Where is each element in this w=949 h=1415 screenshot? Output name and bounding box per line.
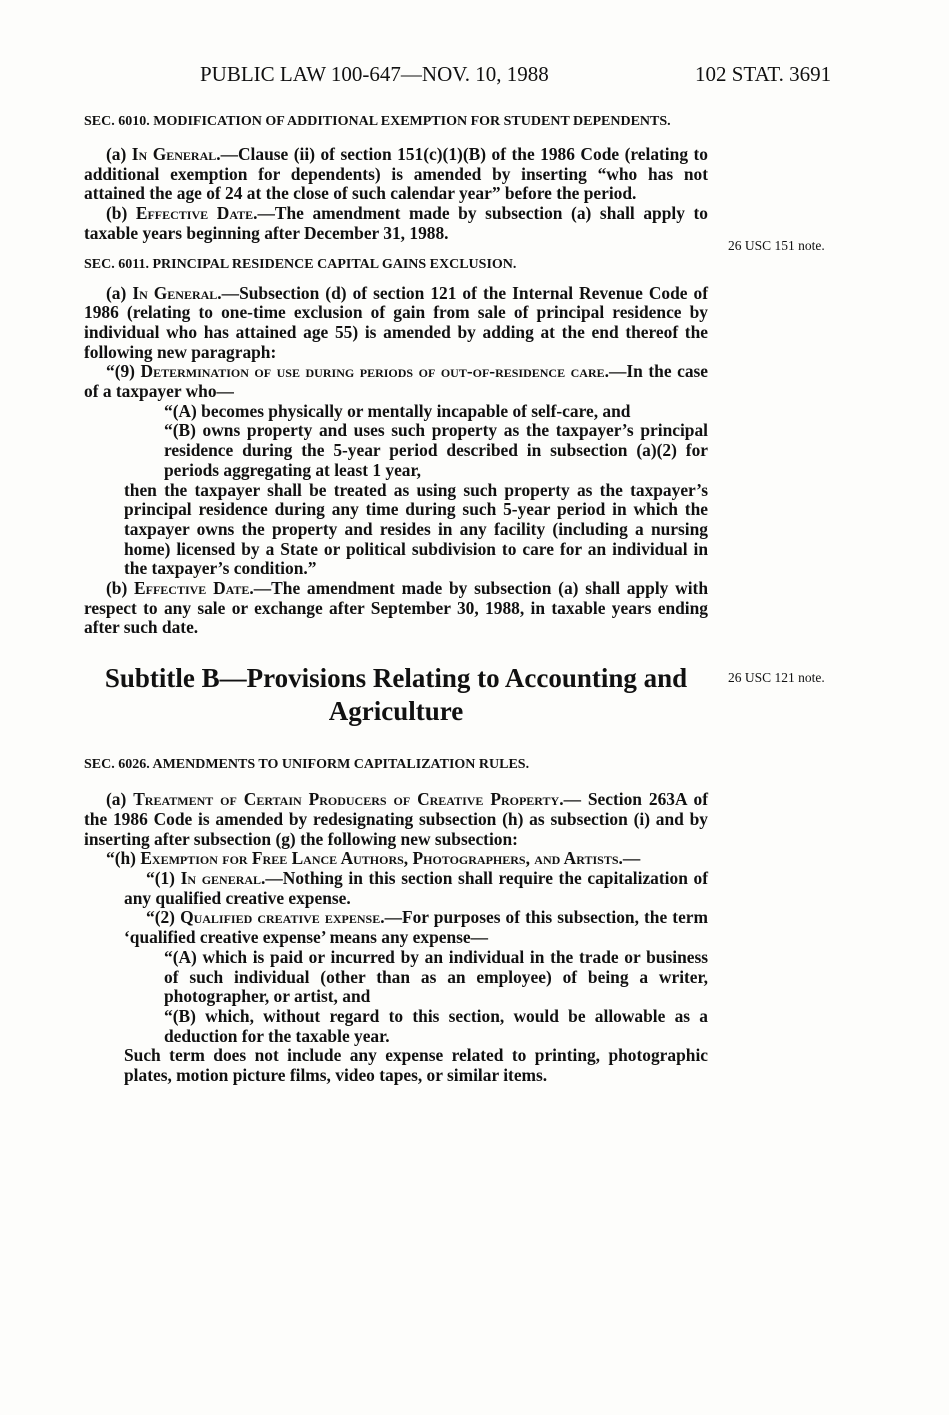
- subsection-h: “(h) Exemption for Free Lance Authors, Photographers, and Artists.—: [106, 848, 641, 869]
- running-head-right: 102 STAT. 3691: [695, 62, 832, 86]
- body-text: [84, 113, 708, 1086]
- running-head-left: PUBLIC LAW 100-647—NOV. 10, 1988: [200, 62, 549, 86]
- caption-exemption: Exemption for Free Lance Authors, Photographers, and Artists.: [140, 848, 623, 869]
- paragraph-9: “(9) Determination of use during periods of out-of-residence care.—In the case of a taxpayer who—: [84, 361, 709, 402]
- paragraph-h-2: “(2) Qualified creative expense.—For purposes of this subsection, the term ‘qualified creative expense’ means any expense—: [124, 907, 708, 948]
- section-6010-subsection-a: (a) In General.—Clause (ii) of section 151(c)(1)(B) of the 1986 Code (relating to additional exemption for dependents) is amended by inserting “who has not attained the age of 24 at the close of such calendar year” before the period.: [84, 144, 708, 204]
- paragraph-h-2-A: “(A) which is paid or incurred by an individual in the trade or business of such individual (other than as an employee) of being a writer, photographer, or artist, and: [164, 946, 708, 1007]
- caption-treatment: Treatment of Certain Producers of Creative Property.: [133, 789, 564, 810]
- section-6011-subsection-b: (b) Effective Date.—The amendment made by subsection (a) shall apply with respect to any sale or exchange after September 30, 1988, in taxable years ending after such date.: [84, 578, 708, 638]
- section-6011-heading: SEC. 6011. PRINCIPAL RESIDENCE CAPITAL GAINS EXCLUSION.: [84, 256, 517, 272]
- caption-effective-date: Effective Date.: [135, 203, 258, 224]
- caption-in-general: In General.: [131, 144, 221, 164]
- section-6010-subsection-b: (b) Effective Date.—The amendment made by subsection (a) shall apply to taxable years beginning after December 31, 1988.: [84, 203, 709, 243]
- margin-note-usc-121: 26 USC 121 note.: [728, 670, 825, 685]
- running-head: [0, 62, 949, 92]
- paragraph-9-A: “(A) becomes physically or mentally incapable of self-care, and: [164, 400, 631, 421]
- paragraph-9-then-clause: then the taxpayer shall be treated as using such property as the taxpayer’s principal residence during any time during such 5-year period in which the taxpayer owns the property and resides in any facility (including a nursing home) licensed by a State or political subdivision to care for an individual in the taxpayer’s condition.”: [124, 479, 708, 579]
- section-6026-heading: SEC. 6026. AMENDMENTS TO UNIFORM CAPITALIZATION RULES.: [84, 757, 530, 773]
- subtitle-heading: Subtitle B—Provisions Relating to Accounting and Agriculture: [104, 663, 688, 727]
- caption-in-general: In General.: [132, 282, 222, 303]
- section-6026-subsection-a: (a) Treatment of Certain Producers of Creative Property.— Section 263A of the 1986 Code is amended by redesignating subsection (h) as subsection (i) and by inserting after subsection (g) the following new subsection:: [84, 789, 708, 849]
- section-6011-subsection-a: (a) In General.—Subsection (d) of section 121 of the Internal Revenue Code of 1986 (relating to one-time exclusion of gain from sale of principal residence by individual who has attained age 55) is amended by adding at the end thereof the following new paragraph:: [84, 282, 708, 362]
- section-6010-heading: SEC. 6010. MODIFICATION OF ADDITIONAL EXEMPTION FOR STUDENT DEPENDENTS.: [84, 114, 671, 129]
- paragraph-9-B: “(B) owns property and uses such property as the taxpayer’s principal residence during the 5-year period described in subsection (a)(2) for periods aggregating at least 1 year,: [164, 420, 708, 480]
- caption-qualified-creative-expense: Qualified creative expense.: [180, 907, 385, 928]
- caption-in-general-lower: In general.: [180, 867, 266, 888]
- paragraph-h-2-B: “(B) which, without regard to this section, would be allowable as a deduction for the taxable year.: [164, 1005, 708, 1046]
- paragraph-h-1: “(1) In general.—Nothing in this section shall require the capitalization of any qualified creative expense.: [124, 867, 708, 908]
- caption-effective-date: Effective Date.: [134, 578, 254, 599]
- paragraph-h-2-such-term: Such term does not include any expense related to printing, photographic plates, motion picture films, video tapes, or similar items.: [124, 1045, 708, 1086]
- margin-note-usc-151: 26 USC 151 note.: [728, 238, 825, 253]
- caption-determination-of-use: Determination of use during periods of out-of-residence care.: [140, 361, 609, 382]
